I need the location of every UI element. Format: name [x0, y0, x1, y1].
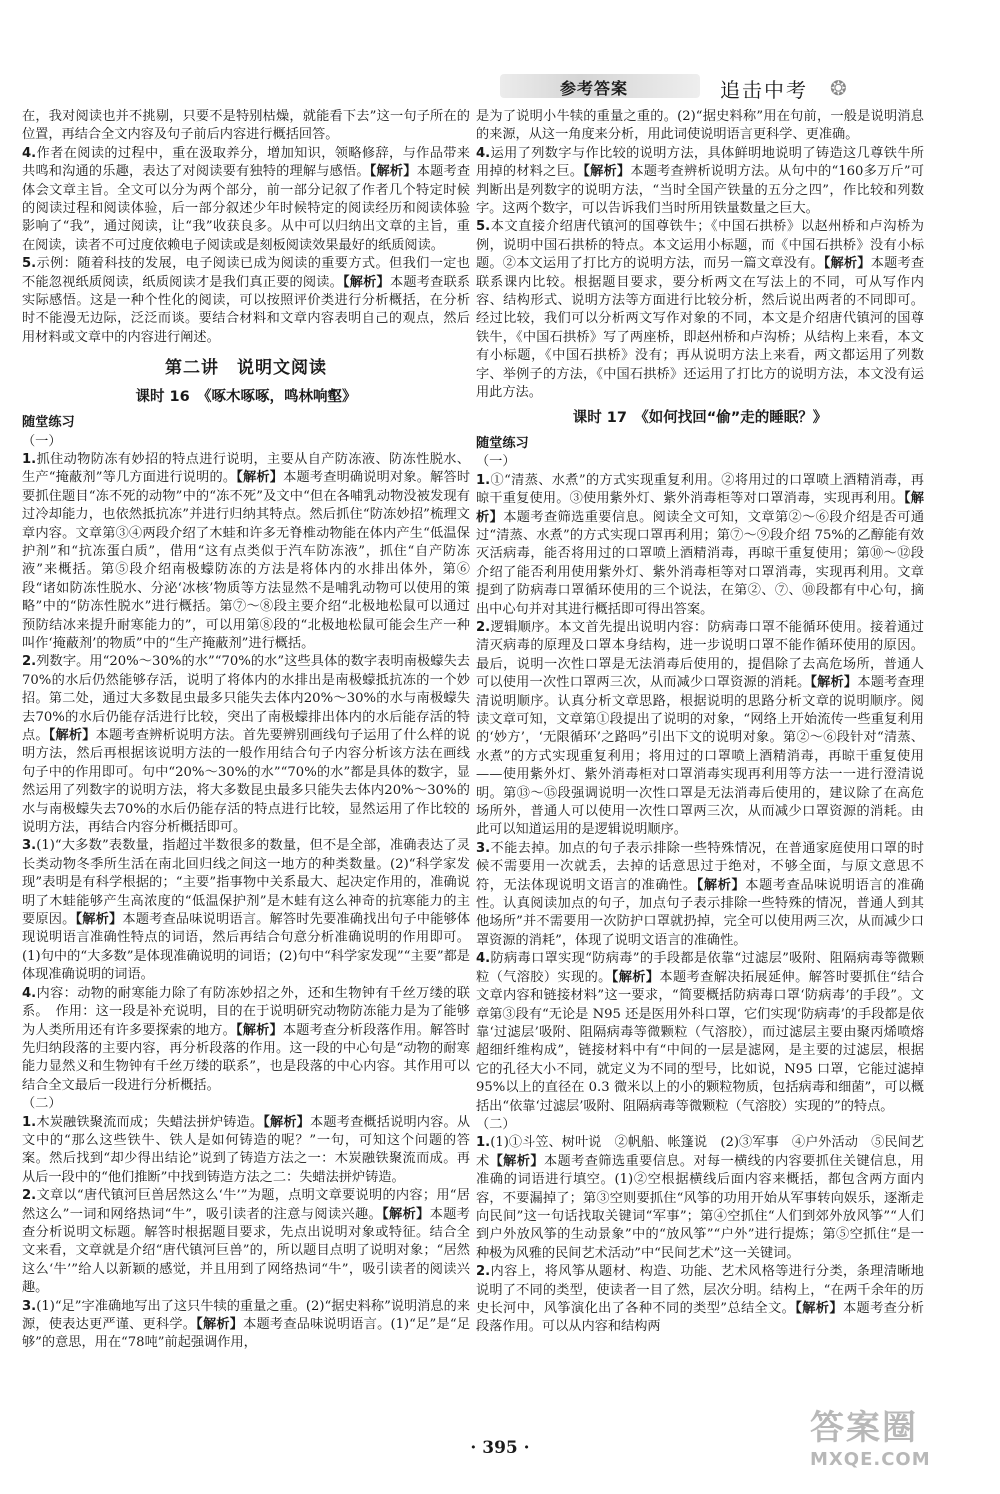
watermark	[810, 1400, 990, 1480]
answer-text: 作者在阅读的过程中，重在汲取养分，增加知识，领略修辞，与作品带来共鸣和沟通的乐趣，表达了对阅读要有独特的理解与感悟。	[22, 145, 470, 180]
answer-item	[476, 1263, 924, 1337]
answer-number: 5.	[22, 256, 37, 272]
answer-number: 2.	[22, 654, 37, 670]
watermark-url: MXQE.COM	[810, 1449, 931, 1470]
answer-item	[22, 653, 470, 837]
answer-text: (1)①斗笠、树叶说 ②帆船、帐篷说 (2)③军事 ④户外活动 ⑤民间艺术	[476, 1135, 924, 1169]
answer-item	[476, 619, 924, 840]
analysis-text: 本题考查体会文章主旨。全文可以分为两个部分，前一部分记叙了作者几个特定时候的阅读过程和阅读体验，后一部分叙述少年时候特定的阅读经历和阅读体验影响了“我”，通过阅读，让“我”收获良多。从中可以归纳出文章的主旨，重在阅读，读者不可过度依赖电子阅读或是刻板阅读效果最好的纸质阅读。	[22, 164, 471, 253]
part-label: （二）	[22, 1096, 62, 1112]
answer-number: 4.	[22, 145, 37, 161]
answer-item	[22, 255, 470, 347]
analysis-text: 本题考查分析段落作用。可以从内容和结构两	[476, 1301, 924, 1335]
analysis-label: 【解析】	[611, 969, 660, 985]
answer-number: 4.	[22, 985, 37, 1001]
watermark-title: 答案圈	[810, 1408, 918, 1448]
analysis-label: 【解析】	[343, 274, 390, 290]
answer-number: 3.	[476, 840, 491, 856]
answer-number: 3.	[22, 838, 37, 854]
answer-number: 4.	[476, 145, 491, 161]
answer-text: (1)“足”字准确地写出了这只牛犊的重量之重。(2)“据史料称”说明消息的来源，使表达更严谨、更科学。	[22, 1298, 470, 1332]
answer-text: 木炭融铁聚流而成；失蜡法拼炉铸造。	[36, 1114, 264, 1130]
analysis-text: 本题考查联系实际感悟。这是一种个性化的阅读，可以按照评价类进行分析概括，在分析时不能漫无边际，泛泛而谈。要结合材料和文章内容表明自己的观点，然后用材料或文章中的内容进行阐述。	[22, 274, 471, 345]
lesson-17-title: 课时 17 《如何找回“偷”走的睡眠？》	[572, 409, 828, 426]
analysis-label: 【解析】	[369, 164, 417, 180]
analysis-label: 【解析】	[48, 728, 96, 743]
answer-number: 1.	[22, 451, 37, 467]
answer-text: 列数字。用“20%～30%的水”“70%的水”这些具体的数字表明南极蠓失去70%的水后仍然能够存活，说明了将体内的水排出是南极蠓抵抗冻的一个妙招。第二处，通过大多数昆虫最多只能失去体内20%～30%的水与南极蠓失去70%的水后仍能存活进行比较，突出了南极蠓排出体内的水后能存活的特点。	[22, 654, 470, 743]
analysis-text: 本题考查品味说明语言。(1)“足”是“足够”的意思，用在“78吨”前起强调作用，	[22, 1317, 471, 1351]
answer-item	[22, 985, 470, 1095]
answer-number: 4.	[476, 951, 491, 967]
analysis-text: 本题考查筛选重要信息。对每一横线的内容要抓住关键信息，用准确的词语进行填空。(1)②空根据横线后面内容来概括，都包含两方面内容，不要漏掉了；第③空则要抓住“风筝的功用开始从军事转向娱乐，逐渐走向民间”这一句话找取关键词“军事”；第④空抓住“人们到郊外放风筝”“人们到户外放风筝的生动景象”中的“放风筝”“户外”进行提炼；第⑤空抓住“是一种极为风雅的民间艺术活动”中“民间艺术”这一关键词。	[476, 1153, 925, 1261]
lesson-16-title: 课时 16 《啄木啄啄，鸣林响壑》	[135, 388, 357, 405]
answer-item	[22, 1298, 470, 1353]
analysis-label: 【解析】	[263, 1114, 311, 1130]
answer-text: 抓住动物防冻有妙招的特点进行说明，主要从自产防冻液、防冻性脱水、生产“掩蔽剂”等几方面进行说明的。	[22, 451, 470, 486]
header-logo-icon: ❂	[830, 76, 847, 100]
answer-number: 2.	[22, 1188, 37, 1204]
analysis-text: 本题考查辨析说明方法。从句中的“160多万斤”可判断出是列数字的说明方法，“当时全国产铁量的五分之四”，作比较和列数字。这两个数字，可以告诉我们当时所用铁量数量之巨大。	[476, 164, 924, 217]
answer-text: 示例：随着科技的发展，电子阅读已成为阅读的重要方式。但我们一定也不能忽视纸质阅读，纸质阅读才是我们真正要的阅读。	[22, 256, 470, 290]
analysis-label: 【解析】	[236, 470, 284, 486]
answer-item	[22, 145, 470, 255]
analysis-text: 本题考查解决拓展延伸。解答时要抓住“结合文章内容和链接材料”这一要求，“简要概括防病毒口罩‘防病毒’的手段”。文章第③段有“无论是 N95 还是医用外科口罩，它们实现‘防病毒’的手段都是依靠‘过滤层’吸附、阻隔病毒等微颗粒（气溶胶），而过滤层主要由聚丙烯喷熔超细纤维构成”，链接材料中有“中间的一层是滤网，是主要的过滤层，根据它的孔径大小不同，就定义为不同的型号，比如说，N95 口罩，它能过滤掉 95%以上的直径在 0.3 微米以上的小的颗粒物质，包括病毒和细菌”，可以概括出“依靠‘过滤层’吸附、阻隔病毒等微颗粒（气溶胶）实现的”的特点。	[476, 969, 924, 1114]
answer-text: 在，我对阅读也并不挑剔，只要不是特别枯燥，就能看下去”这一句子所在的位置，再结合全文内容及句子前后内容进行概括回答。	[22, 109, 470, 143]
answer-text: ①“清蒸、水煮”的方式实现重复利用。②将用过的口罩喷上酒精消毒，再晾干重复使用。③使用紫外灯、紫外消毒柜等对口罩消毒，实现再利用。	[476, 472, 924, 507]
analysis-text: 本题考查分析说明文标题。解答时根据题目要求，先点出说明对象或特征。结合全文来看，文章就是介绍“唐代镇河巨兽”的，所以题目点明了说明对象；“居然这么‘牛’”给人以新颖的感觉，并且用到了网络热词“牛”，吸引读者的阅读兴趣。	[22, 1206, 470, 1296]
answer-item	[476, 1134, 924, 1263]
answer-number: 5.	[476, 219, 491, 235]
right-column	[476, 108, 924, 1337]
analysis-label: 【解析】	[823, 256, 871, 272]
analysis-text: 本题考查品味说明语言的准确性。认真阅读加点的句子，加点句子表示排除一些特殊的情况，普通人到其他场所”并不需要用一次防护口罩就扔掉，完全可以使用两三次，从而减少口罩资源的消耗”，体现了说明文语言的准确性。	[476, 877, 924, 948]
answer-text: 不能去掉。加点的句子表示排除一些特殊情况，在普通家庭使用口罩的时候不需要用一次就丢，去掉的话意思过于绝对，不够全面，与原文意思不符，无法体现说明文语言的准确性。	[476, 840, 924, 893]
answer-text: (1)“大多数”表数量，指超过半数很多的数量，但不是全部，准确表达了灵长类动物冬季所生活在南北回归线之间这一地方的种类数量。(2)“科学家发现”表明是有科学根据的；“主要”指事物中关系最大、起决定作用的，准确说明了木蛙能够产生高浓度的“低温保护剂”是木蛙有这么神奇的抗寒能力的主要原因。	[22, 838, 470, 928]
answer-number: 2.	[476, 1264, 491, 1280]
running-header	[500, 70, 920, 104]
answer-number: 1.	[476, 1135, 491, 1151]
answer-item	[476, 472, 924, 619]
analysis-text: 本题考查品味说明语言。解答时先要准确找出句子中能够体现说明语言准确性特点的词语，然后再结合句意分析准确说明的作用即可。(1)句中的“大多数”是体现准确说明的词语；(2)句中“科学家发现”“主要”都是体现准确说明的词语。	[22, 912, 471, 983]
analysis-text: 本题考查辨析说明方法。首先要辨别画线句子运用了什么样的说明方法，然后再根据该说明方法的一般作用结合句子内容分析该方法在画线句子中的作用即可。句中“20%～30%的水”“70%的水”都是具体的数字，显然运用了列数字的说明方法，将大多数昆虫最多只能失去体内20%～30%的水与南极蠓失去70%的水后仍能存活的特点进行比较，显然运用了作比较的说明方法，再结合内容分析概括即可。	[22, 728, 471, 836]
analysis-text: 本题考查明确说明对象。解答时要抓住题目“冻不死的动物”中的“冻不死”及文中“但在各哺乳动物没被发现有过冷却能力，也依然抵抗冻”并进行归纳其特点。然后抓住“防冻妙招”梳理文章内容。文章第③④两段介绍了木蛙和许多无脊椎动物能在体内产生“低温保护剂”和“抗冻蛋白质”，借用“这有点类似于汽车防冻液”，抓住“自产防冻液”来概括。第⑤段介绍南极蠓防冻的方法是将体内的水排出体外，第⑥段“诸如防冻性脱水、分泌‘冰核’物质等方法显然不是哺乳动物可以使用的策略”中的“防冻性脱水”进行概括。第⑦～⑧段主要介绍“北极地松鼠可以通过预防结冰来提升耐寒能力的”，可以用第⑧段的“北极地松鼠可能会生产一种叫作‘掩蔽剂’的物质”中的“生产掩蔽剂”进行概括。	[22, 470, 471, 651]
answer-number: 2.	[476, 619, 491, 635]
part-label: （一）	[22, 433, 62, 449]
analysis-text: 本题考查分析段落作用。解答时先归纳段落的主要内容，再分析段落的作用。这一段的中心句是“动物的耐寒能力显然义和生物钟有千丝万缕的联系”，也是段落的中心内容。其作用可以结合全文最后一段进行分析概括。	[22, 1022, 470, 1093]
analysis-label: 【解析】	[795, 1301, 843, 1316]
part-label: （二）	[476, 1116, 516, 1132]
answer-text: 本文直接介绍唐代镇河的国尊铁牛；《中国石拱桥》以赵州桥和卢沟桥为例，说明中国石拱桥的特点。本文运用小标题，而《中国石拱桥》没有小标题。②本文运用了打比方的说明方法，而另一篇文章没有。	[476, 219, 924, 272]
analysis-label: 【解析】	[583, 164, 631, 180]
part-label: （一）	[476, 454, 516, 470]
answer-text: 逻辑顺序。本文首先提出说明内容：防病毒口罩不能循环使用。接着通过清灭病毒的原理及口罩本身结构，进一步说明口罩不能作循环使用的原因。最后，说明一次性口罩是无法消毒后使用的，提倡除了去高危场所，普通人可以使用一次性口罩两三次，从而减少口罩资源的消耗。	[476, 619, 924, 691]
analysis-label: 【解析】	[476, 491, 924, 525]
practice-label: 随堂练习	[476, 435, 529, 451]
analysis-label: 【解析】	[75, 912, 123, 928]
answer-text: 防病毒口罩实现“防病毒”的手段都是依靠“过滤层”吸附、阻隔病毒等微颗粒（气溶胶）实现的。	[476, 951, 924, 985]
analysis-text: 本题考查概括说明内容。从文中的“那么这些铁牛、铁人是如何铸造的呢？”一句，可知这个问题的答案。然后找到“却少得出结论”说到了铸造方法之一：木炭融铁聚流而成。再从后一段中的“他们推断”中找到铸造方法之二：失蜡法拼炉铸造。	[22, 1114, 471, 1185]
analysis-text: 本题考查理清说明顺序。认真分析文章思路，根据说明的思路分析文章的说明顺序。阅读文章可知，文章第①段提出了说明的对象，“网络上开始流传一些重复利用的‘妙方’，‘无限循环’之路吗”引出下文的说明对象。第②～⑥段针对“清蒸、水煮”的方式实现重复利用；将用过的口罩喷上酒精消毒，再晾干重复使用——使用紫外灯、紫外消毒柜对口罩消毒实现再利用等方法一一进行澄清说明。第⑬～⑮段强调说明一次性口罩是无法消毒后使用的，建议除了在高危场所外，普通人可以使用一次性口罩两三次，从而减少口罩资源的消耗。由此可以知道运用的是逻辑说明顺序。	[476, 675, 925, 838]
analysis-label: 【解析】	[489, 1153, 544, 1169]
lecture-title: 第二讲 说明文阅读	[165, 358, 327, 379]
analysis-text: 本题考查筛选重要信息。阅读全文可知，文章第②～⑥段介绍是否可通过“清蒸、水煮”的方式实现口罩再利用；第⑦～⑨段介绍 75%的乙醇能有效灭活病毒，能否将用过的口罩喷上酒精消毒，再晾干重复使用；第⑩～⑫段介绍了能否利用使用紫外灯、紫外消毒柜等对口罩消毒，实现再利用。文章提到了防病毒口罩循环使用的三个说法，在第②、⑦、⑩段都有中心句，摘出中心句并对其进行概括即可得出答案。	[476, 509, 925, 617]
answer-text: 运用了列数字与作比较的说明方法，具体鲜明地说明了铸造这几尊铁牛所用掉的材料之巨。	[476, 145, 924, 180]
analysis-text: 本题考查联系课内比较。根据题目要求，要分析两文在写法上的不同，可从写作内容、结构形式、说明方法等方面进行比较分析，然后说出两者的不同即可。经过比较，我们可以分析两文写作对象的不同，本文是介绍唐代镇河的国尊铁牛，《中国石拱桥》写了两座桥，即赵州桥和卢沟桥；从结构上来看，本文有小标题，《中国石拱桥》没有；再从说明方法上来看，两文都运用了列数字、举例子的方法，《中国石拱桥》还运用了打比方的说明方法，本文没有运用此方法。	[476, 256, 925, 401]
answer-item	[476, 950, 924, 1116]
answer-item	[22, 837, 470, 984]
answer-text: 内容上，将风筝从题材、构造、功能、艺术风格等进行分类，条理清晰地说明了不同的类型，使读者一目了然，层次分明。结构上，“在两千余年的历史长河中，风筝演化出了各种不同的类型”总结全文。	[476, 1264, 924, 1316]
left-column	[22, 108, 470, 1353]
continued-answer: 是为了说明小牛犊的重量之重的。(2)“据史料称”用在句前，一般是说明消息的来源，从这一角度来分析，用此词使说明语言更科学、更准确。	[476, 109, 924, 143]
page-number: · 395 ·	[470, 1438, 530, 1458]
header-tag: 参考答案	[560, 79, 629, 98]
header-book-title: 追击中考	[720, 78, 808, 102]
answer-item	[476, 218, 924, 402]
analysis-label: 【解析】	[382, 1206, 430, 1222]
analysis-label: 【解析】	[810, 675, 858, 691]
practice-label: 随堂练习	[22, 415, 75, 431]
answer-item	[22, 1187, 470, 1297]
answer-number: 1.	[476, 472, 491, 488]
answer-text: 内容：动物的耐寒能力除了有防冻妙招之外，还和生物钟有千丝万缕的联系。 作用：这一段是补充说明，目的在于说明研究动物防冻能力是为了能够为人类所用还有许多要探索的地方。	[22, 985, 470, 1038]
answer-item	[22, 1114, 470, 1188]
analysis-label: 【解析】	[696, 877, 746, 893]
answer-number: 1.	[22, 1114, 37, 1130]
analysis-label: 【解析】	[196, 1317, 244, 1332]
answer-item	[476, 840, 924, 950]
answer-item	[22, 108, 470, 145]
answer-text: 文章以“唐代镇河巨兽居然这么‘牛’”为题，点明文章要说明的内容；用“居然这么”一词和网络热词“牛”，吸引读者的注意与阅读兴趣。	[22, 1188, 470, 1222]
answer-number: 3.	[22, 1298, 37, 1314]
answer-item	[476, 145, 924, 219]
answer-item	[22, 451, 470, 653]
analysis-label: 【解析】	[236, 1022, 283, 1038]
